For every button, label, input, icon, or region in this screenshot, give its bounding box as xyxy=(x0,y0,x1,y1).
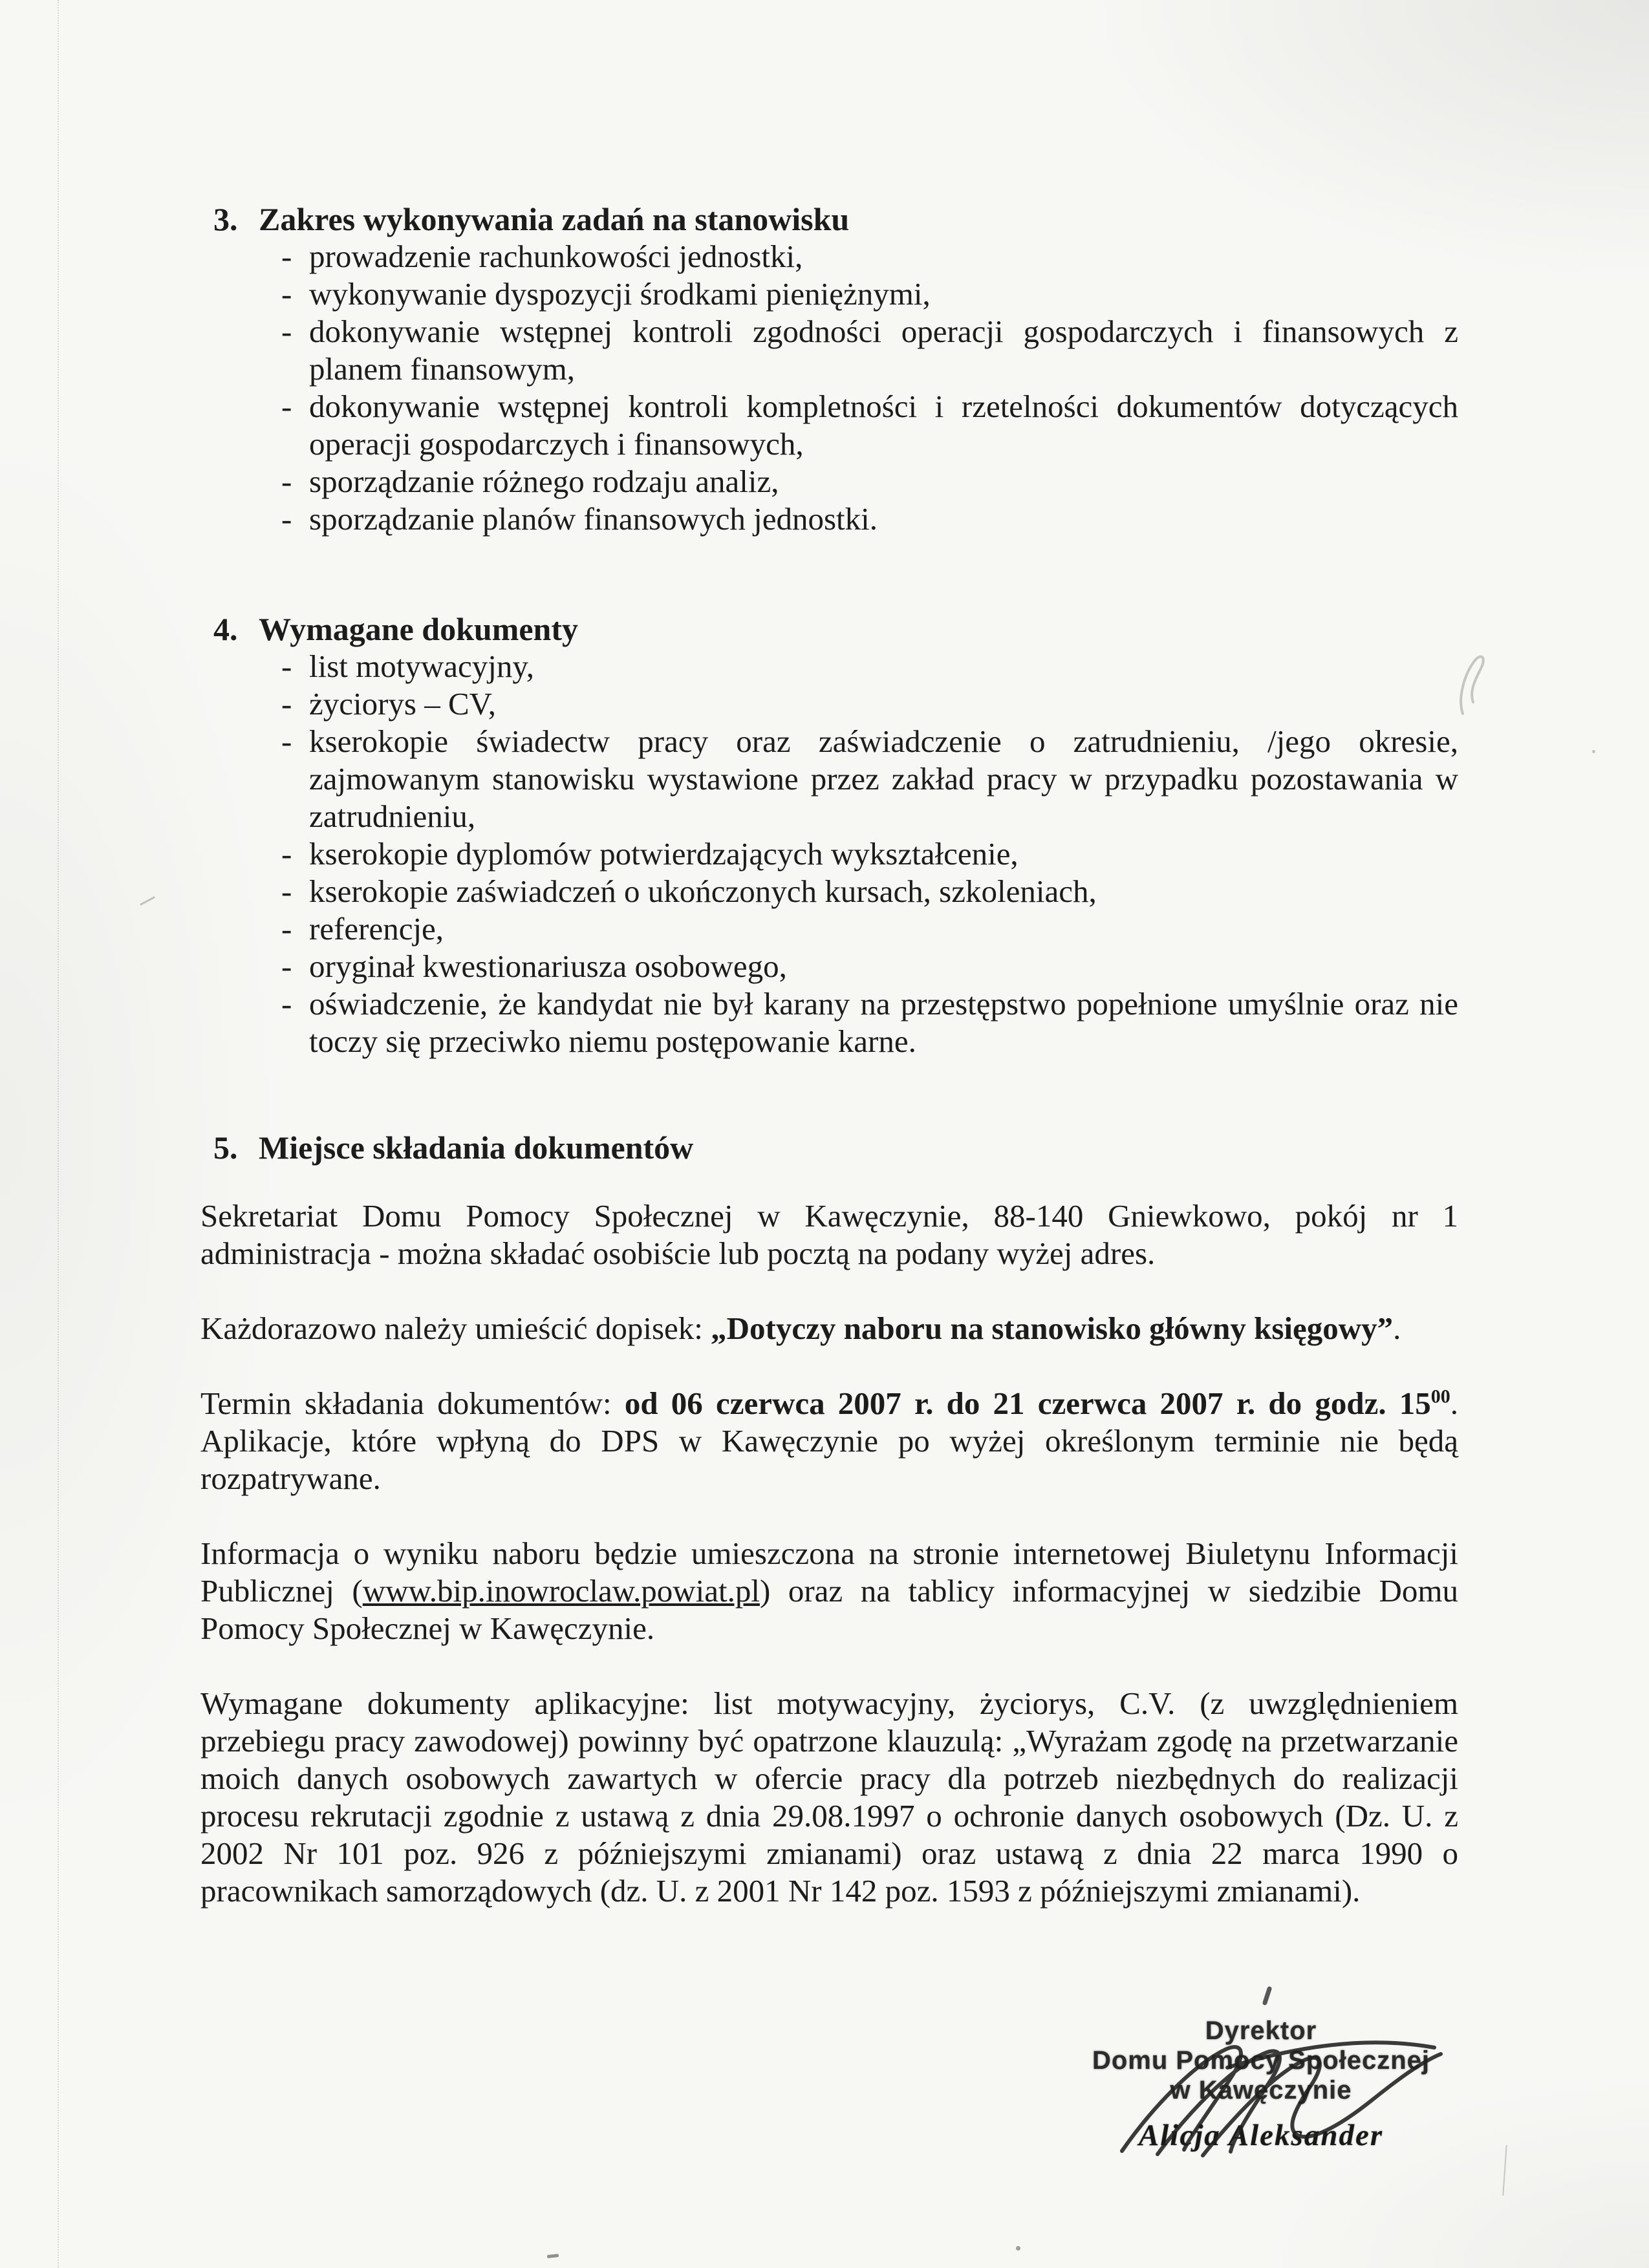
paragraph-results-info xyxy=(200,1535,1458,1647)
list-item xyxy=(200,648,1458,685)
results-prefix: Informacja o wyniku naboru będzie umieszczona na stronie internetowej Biuletynu Informacji Publicznej ( xyxy=(200,1535,1458,1609)
note-suffix: . xyxy=(1393,1311,1401,1346)
signer-name: Alicja Aleksander xyxy=(1138,2119,1384,2152)
stamp-line-place: w Kawęczynie xyxy=(1170,2076,1352,2104)
section-5-heading xyxy=(200,1129,1458,1166)
list-item xyxy=(200,723,1458,835)
bullet-text: sporządzanie różnego rodzaju analiz, xyxy=(309,464,779,499)
bullet-text: kserokopie dyplomów potwierdzających wykształcenie, xyxy=(309,836,1018,872)
deadline-rest: Aplikacje, które wpłyną do DPS w Kawęczynie po wyżej określonym terminie nie będą rozpatrywane. xyxy=(200,1423,1458,1496)
paragraph-envelope-note xyxy=(200,1310,1458,1347)
bullet-dash: - xyxy=(281,501,292,537)
scan-edge-dotted-line xyxy=(58,0,59,2268)
signature-block xyxy=(1061,1993,1461,2206)
bullet-text: wykonywanie dyspozycji środkami pieniężnymi, xyxy=(309,276,931,312)
list-item xyxy=(200,275,1458,313)
bip-website-url: www.bip.inowroclaw.powiat.pl xyxy=(362,1573,760,1609)
section-5-number: 5. xyxy=(213,1129,238,1166)
section-5-title: Miejsce składania dokumentów xyxy=(259,1129,694,1166)
section-4-number: 4. xyxy=(213,611,238,647)
scratch-artifact xyxy=(1502,2145,1507,2196)
margin-squiggle-artifact xyxy=(1454,652,1493,723)
bullet-text: dokonywanie wstępnej kontroli zgodności operacji gospodarczych i finansowych z planem finansowym, xyxy=(309,314,1458,387)
list-item xyxy=(200,388,1458,463)
bullet-dash: - xyxy=(281,948,292,984)
bullet-dash: - xyxy=(281,239,292,274)
bullet-text: kserokopie świadectw pracy oraz zaświadczenie o zatrudnieniu, /jego okresie, zajmowanym stanowisku wystawione przez zakład pracy w przypadku pozostawania w zatrudnieniu, xyxy=(309,723,1458,834)
bullet-text: dokonywanie wstępnej kontroli kompletności i rzetelności dokumentów dotyczących operacji gospodarczych i finansowych, xyxy=(309,389,1458,462)
deadline-dates-bold: od 06 czerwca 2007 r. do 21 czerwca 2007 r. do godz. 15 xyxy=(624,1385,1431,1421)
scan-speck xyxy=(1016,2246,1020,2251)
bullet-text: sporządzanie planów finansowych jednostki. xyxy=(309,501,878,537)
section-3-number: 3. xyxy=(213,201,238,237)
bullet-text: referencje, xyxy=(309,911,444,947)
list-item xyxy=(200,500,1458,538)
bullet-dash: - xyxy=(281,464,292,499)
bullet-dash: - xyxy=(281,389,292,424)
bullet-dash: - xyxy=(281,911,292,947)
bullet-dash: - xyxy=(281,686,292,722)
list-item xyxy=(200,685,1458,723)
results-suffix: ) oraz na tablicy informacyjnej w siedzibie Domu Pomocy Społecznej w Kawęczynie. xyxy=(200,1573,1458,1646)
scan-speck xyxy=(547,2254,559,2258)
scan-speck xyxy=(140,896,155,906)
bullet-dash: - xyxy=(281,986,292,1022)
note-bold-text: „Dotyczy naboru na stanowisko główny księgowy” xyxy=(711,1311,1394,1346)
deadline-prefix: Termin składania dokumentów: xyxy=(200,1385,625,1421)
section-4-bullet-list xyxy=(200,648,1458,1060)
director-stamp xyxy=(1061,1993,1461,2105)
bullet-text: kserokopie zaświadczeń o ukończonych kursach, szkoleniach, xyxy=(309,873,1097,909)
section-3-bullet-list xyxy=(200,238,1458,538)
deadline-hour-superscript: 00 xyxy=(1430,1385,1450,1407)
bullet-dash: - xyxy=(281,314,292,349)
note-prefix: Każdorazowo należy umieścić dopisek: xyxy=(200,1311,711,1346)
bullet-dash: - xyxy=(281,276,292,312)
section-4-title: Wymagane dokumenty xyxy=(259,611,579,647)
bullet-text: prowadzenie rachunkowości jednostki, xyxy=(309,239,803,274)
bullet-dash: - xyxy=(281,648,292,684)
list-item xyxy=(200,948,1458,985)
bullet-text: oryginał kwestionariusza osobowego, xyxy=(309,948,787,984)
list-item xyxy=(200,313,1458,388)
document-body xyxy=(200,0,1458,1910)
list-item xyxy=(200,463,1458,500)
bullet-text: oświadczenie, że kandydat nie był karany na przestępstwo popełnione umyślnie oraz nie toczy się przeciwko niemu postępowanie karne. xyxy=(309,986,1458,1059)
bullet-dash: - xyxy=(281,873,292,909)
paragraph-consent-clause: Wymagane dokumenty aplikacyjne: list motywacyjny, życiorys, C.V. (z uwzględnieniem przebiegu pracy zawodowej) powinny być opatrzone klauzulą: „Wyrażam zgodę na przetwarzanie moich danych osobowych zawartych w ofercie pracy dla potrzeb niezbędnych do realizacji procesu rekrutacji zgodnie z ustawą z dnia 29.08.1997 o ochronie danych osobowych (Dz. U. z 2002 Nr 101 poz. 926 z późniejszymi zmianami) oraz ustawą z dnia 22 marca 1990 o pracownikach samorządowych (dz. U. z 2001 Nr 142 poz. 1593 z późniejszymi zmianami). xyxy=(200,1685,1458,1909)
list-item xyxy=(200,985,1458,1060)
deadline-period: . xyxy=(1450,1385,1458,1421)
stamp-line-title: Dyrektor xyxy=(1205,2017,1317,2045)
bullet-dash: - xyxy=(281,836,292,872)
bullet-dash: - xyxy=(281,723,292,759)
list-item xyxy=(200,873,1458,910)
section-4-heading xyxy=(200,610,1458,648)
list-item xyxy=(200,835,1458,873)
list-item xyxy=(200,238,1458,275)
list-item xyxy=(200,910,1458,948)
section-3-heading xyxy=(200,0,1458,238)
bullet-text: życiorys – CV, xyxy=(309,686,496,722)
section-3-title: Zakres wykonywania zadań na stanowisku xyxy=(259,201,850,237)
scan-speck xyxy=(1592,750,1595,753)
stamp-line-institution: Domu Pomocy Społecznej xyxy=(1092,2046,1430,2075)
paragraph-submission-location: Sekretariat Domu Pomocy Społecznej w Kawęczynie, 88-140 Gniewkowo, pokój nr 1 administracja - można składać osobiście lub pocztą na podany wyżej adres. xyxy=(200,1198,1458,1271)
bullet-text: list motywacyjny, xyxy=(309,648,534,684)
paragraph-deadline xyxy=(200,1385,1458,1497)
